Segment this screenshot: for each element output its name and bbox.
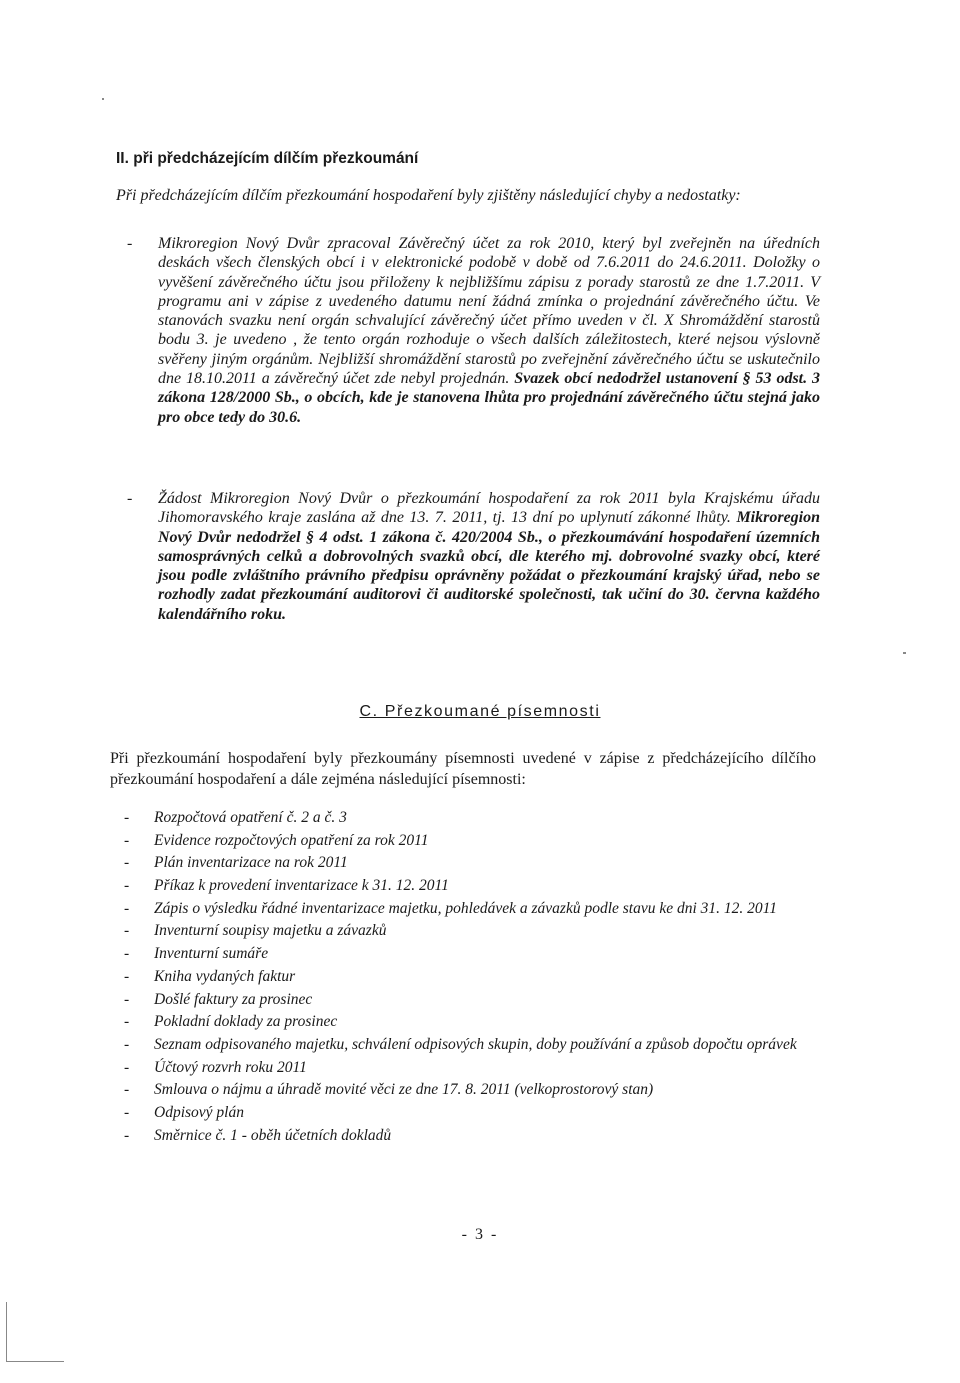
list-item: - Smlouva o nájmu a úhradě movité věci ze dne 17. 8. 2011 (velkoprostorový stan) <box>124 1081 654 1099</box>
finding-1-conclusion: Svazek obcí nedodržel ustanovení § 53 odst. 3 zákona 128/2000 Sb., o obcích, kde je stanovena lhůta pro projednání závěrečného účtu stejná jako pro obce tedy do 30.6. <box>158 370 821 426</box>
page-number: - 3 - <box>461 1226 499 1243</box>
list-item: - Odpisový plán <box>124 1103 244 1121</box>
list-item: - Účtový rozvrh roku 2011 <box>124 1058 307 1076</box>
bullet-dash: - <box>127 490 133 507</box>
list-item: - Pokladní doklady za prosinec <box>124 1013 338 1031</box>
list-item: - Směrnice č. 1 - oběh účetních dokladů <box>124 1126 392 1144</box>
scan-speck <box>903 652 906 654</box>
bullet-dash: - <box>127 235 133 252</box>
scan-speck <box>102 98 104 100</box>
list-item: - Inventurní soupisy majetku a závazků <box>124 922 387 940</box>
list-item: - Příkaz k provedení inventarizace k 31. 12. 2011 <box>124 877 449 895</box>
section-c-paragraph: Při přezkoumání hospodaření byly přezkoumány písemnosti uvedené v zápise z předcházejícího dílčího přezkoumání hospodaření a dále zejména následující písemnosti: <box>110 750 816 788</box>
list-item: - Seznam odpisovaného majetku, schválení odpisových skupin, doby používání a způsob dopočtu oprávek <box>124 1035 797 1053</box>
list-item: - Došlé faktury za prosinec <box>124 990 313 1008</box>
intro-paragraph: Při předcházejícím dílčím přezkoumání hospodaření byly zjištěny následující chyby a nedostatky: <box>116 187 741 204</box>
list-item: - Zápis o výsledku řádné inventarizace majetku, pohledávek a závazků podle stavu ke dni 31. 12. 2011 <box>124 899 778 917</box>
finding-2-text: Žádost Mikroregion Nový Dvůr o přezkoumání hospodaření za rok 2011 byla Krajskému úřadu Jihomoravského kraje zaslána až dne 13. 7. 2011, tj. 13 dní po uplynutí zákonné lhůty. <box>158 490 820 527</box>
documents-list <box>124 808 814 1148</box>
section-heading: II. při předcházejícím dílčím přezkoumání <box>116 150 419 167</box>
list-item: - Rozpočtová opatření č. 2 a č. 3 <box>124 809 347 826</box>
list-item: - Plán inventarizace na rok 2011 <box>124 854 348 872</box>
list-item: - Kniha vydaných faktur <box>124 967 296 985</box>
list-item: - Evidence rozpočtových opatření za rok 2011 <box>124 831 429 849</box>
scan-edge-line <box>6 1361 64 1362</box>
section-c-title <box>0 703 960 721</box>
scan-edge-line <box>6 1302 7 1362</box>
finding-2 <box>116 489 820 624</box>
finding-2-conclusion: Mikroregion Nový Dvůr nedodržel § 4 odst. 1 zákona č. 420/2004 Sb., o přezkoumávání hospodaření územních samosprávných celků a dobrovolných svazků obcí, dle kterého mj. dobrovolné svazky obcí, které jsou podle zvláštního právního předpisu oprávněny požádat o přezkoumání krajský úřad, nebo se rozhodly zadat přezkoumání auditorovi či auditorské společnosti, tak učiní do 30. června každého kalendářního roku. <box>158 509 821 623</box>
finding-1 <box>116 234 820 427</box>
finding-1-text: Mikroregion Nový Dvůr zpracoval Závěrečný účet za rok 2010, který byl zveřejněn na úředních deskách všech členských obcí i v elektronické podobě v době od 7.6.2011 do 24.6.2011. Doložky o vyvěšení závěrečného účtu jsou přiloženy k nejbližšímu zápisu z porady starostů ze dne 1.7.2011. V programu ani v zápise z uvedeného datumu není žádná zmínka o projednání závěrečného účtu. Ve stanovách svazku není orgán schvalující závěrečný účet přímo uveden v čl. X Shromáždění starostů bodu 3. je uvedeno , že tento orgán rozhoduje o všech dalších záležitostech, které nejsou výslovně svěřeny jiným orgánům. Nejbližší shromáždění starostů po zveřejnění závěrečného účtu se uskutečnilo dne 18.10.2011 a závěrečný účet zde nebyl projednán. <box>158 235 820 388</box>
section-c-label: C. Přezkoumané písemnosti <box>359 703 601 720</box>
list-item: - Inventurní sumáře <box>124 945 269 963</box>
